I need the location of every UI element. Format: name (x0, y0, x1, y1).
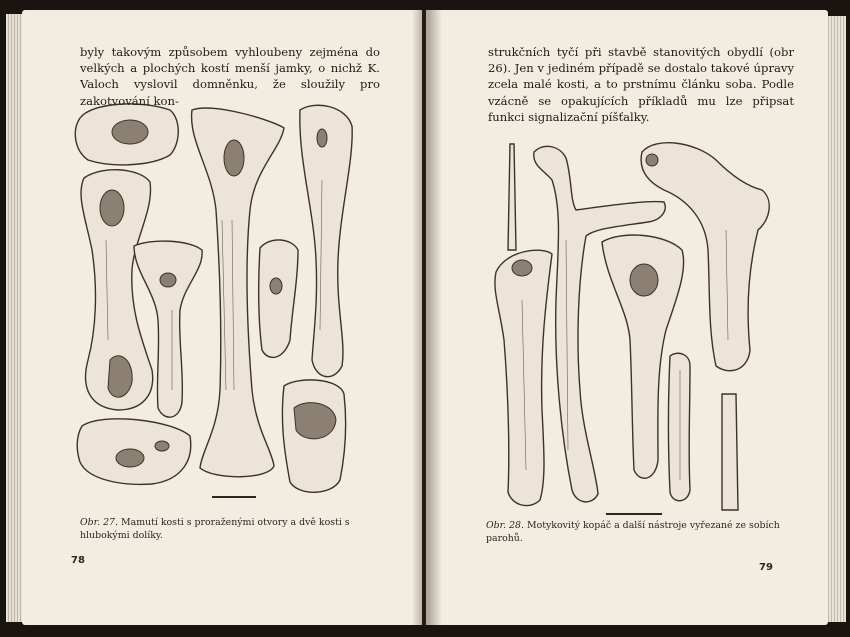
antler-small-rod (722, 394, 738, 510)
page-number-left: 78 (71, 555, 85, 566)
antler-spike (508, 144, 516, 250)
bone-hole (112, 120, 148, 144)
page-number-right: 79 (759, 562, 773, 573)
tool-hole (630, 264, 658, 296)
caption-label: Obr. 28. (486, 520, 525, 531)
right-page-text: strukčních tyčí při stavbě stanovitých obydlí (obr 26). Jen v jediném případě se dostalo takové úpravy zcela malé kosti, a to prstnímu článku soba. Podle vzácně se opakujících příkladů mu lze připsat funkci signalizační píšťalky. (488, 45, 794, 124)
bone-hole (160, 273, 176, 287)
bone-hole (294, 403, 336, 439)
bone-hole (155, 441, 169, 451)
antler-rod (669, 353, 691, 501)
page-edges-right (826, 16, 846, 622)
caption-label: Obr. 27. (80, 517, 119, 528)
bone-tall-right (300, 105, 352, 376)
bone-fragment (259, 240, 298, 357)
antler-tool-left (495, 250, 552, 505)
bone-hole (116, 449, 144, 467)
bone-hole (224, 140, 244, 176)
figure-28-caption (486, 520, 786, 545)
bone-hole (108, 356, 132, 397)
left-page-text: byly takovým způsobem vyhloubeny zejména do velkých a plochých kostí menší jamky, o nichž K. Valoch vyslovil domněnku, že sloužily pro zakotvování kon- (80, 45, 380, 108)
caption-text: Mamutí kosti s proraženými otvory a dvě kosti s hlubokými dolíky. (80, 517, 350, 541)
left-page (22, 10, 422, 625)
right-page (426, 10, 828, 625)
figure-27-caption (80, 517, 380, 542)
tool-hole (512, 260, 532, 276)
book-gutter (412, 10, 442, 625)
bone-hole (100, 190, 124, 226)
bone-hole (317, 129, 327, 147)
bone-hole (270, 278, 282, 294)
caption-text: Motykovitý kopáč a další nástroje vyřezané ze sobích parohů. (486, 520, 780, 544)
tool-hole (646, 154, 658, 166)
